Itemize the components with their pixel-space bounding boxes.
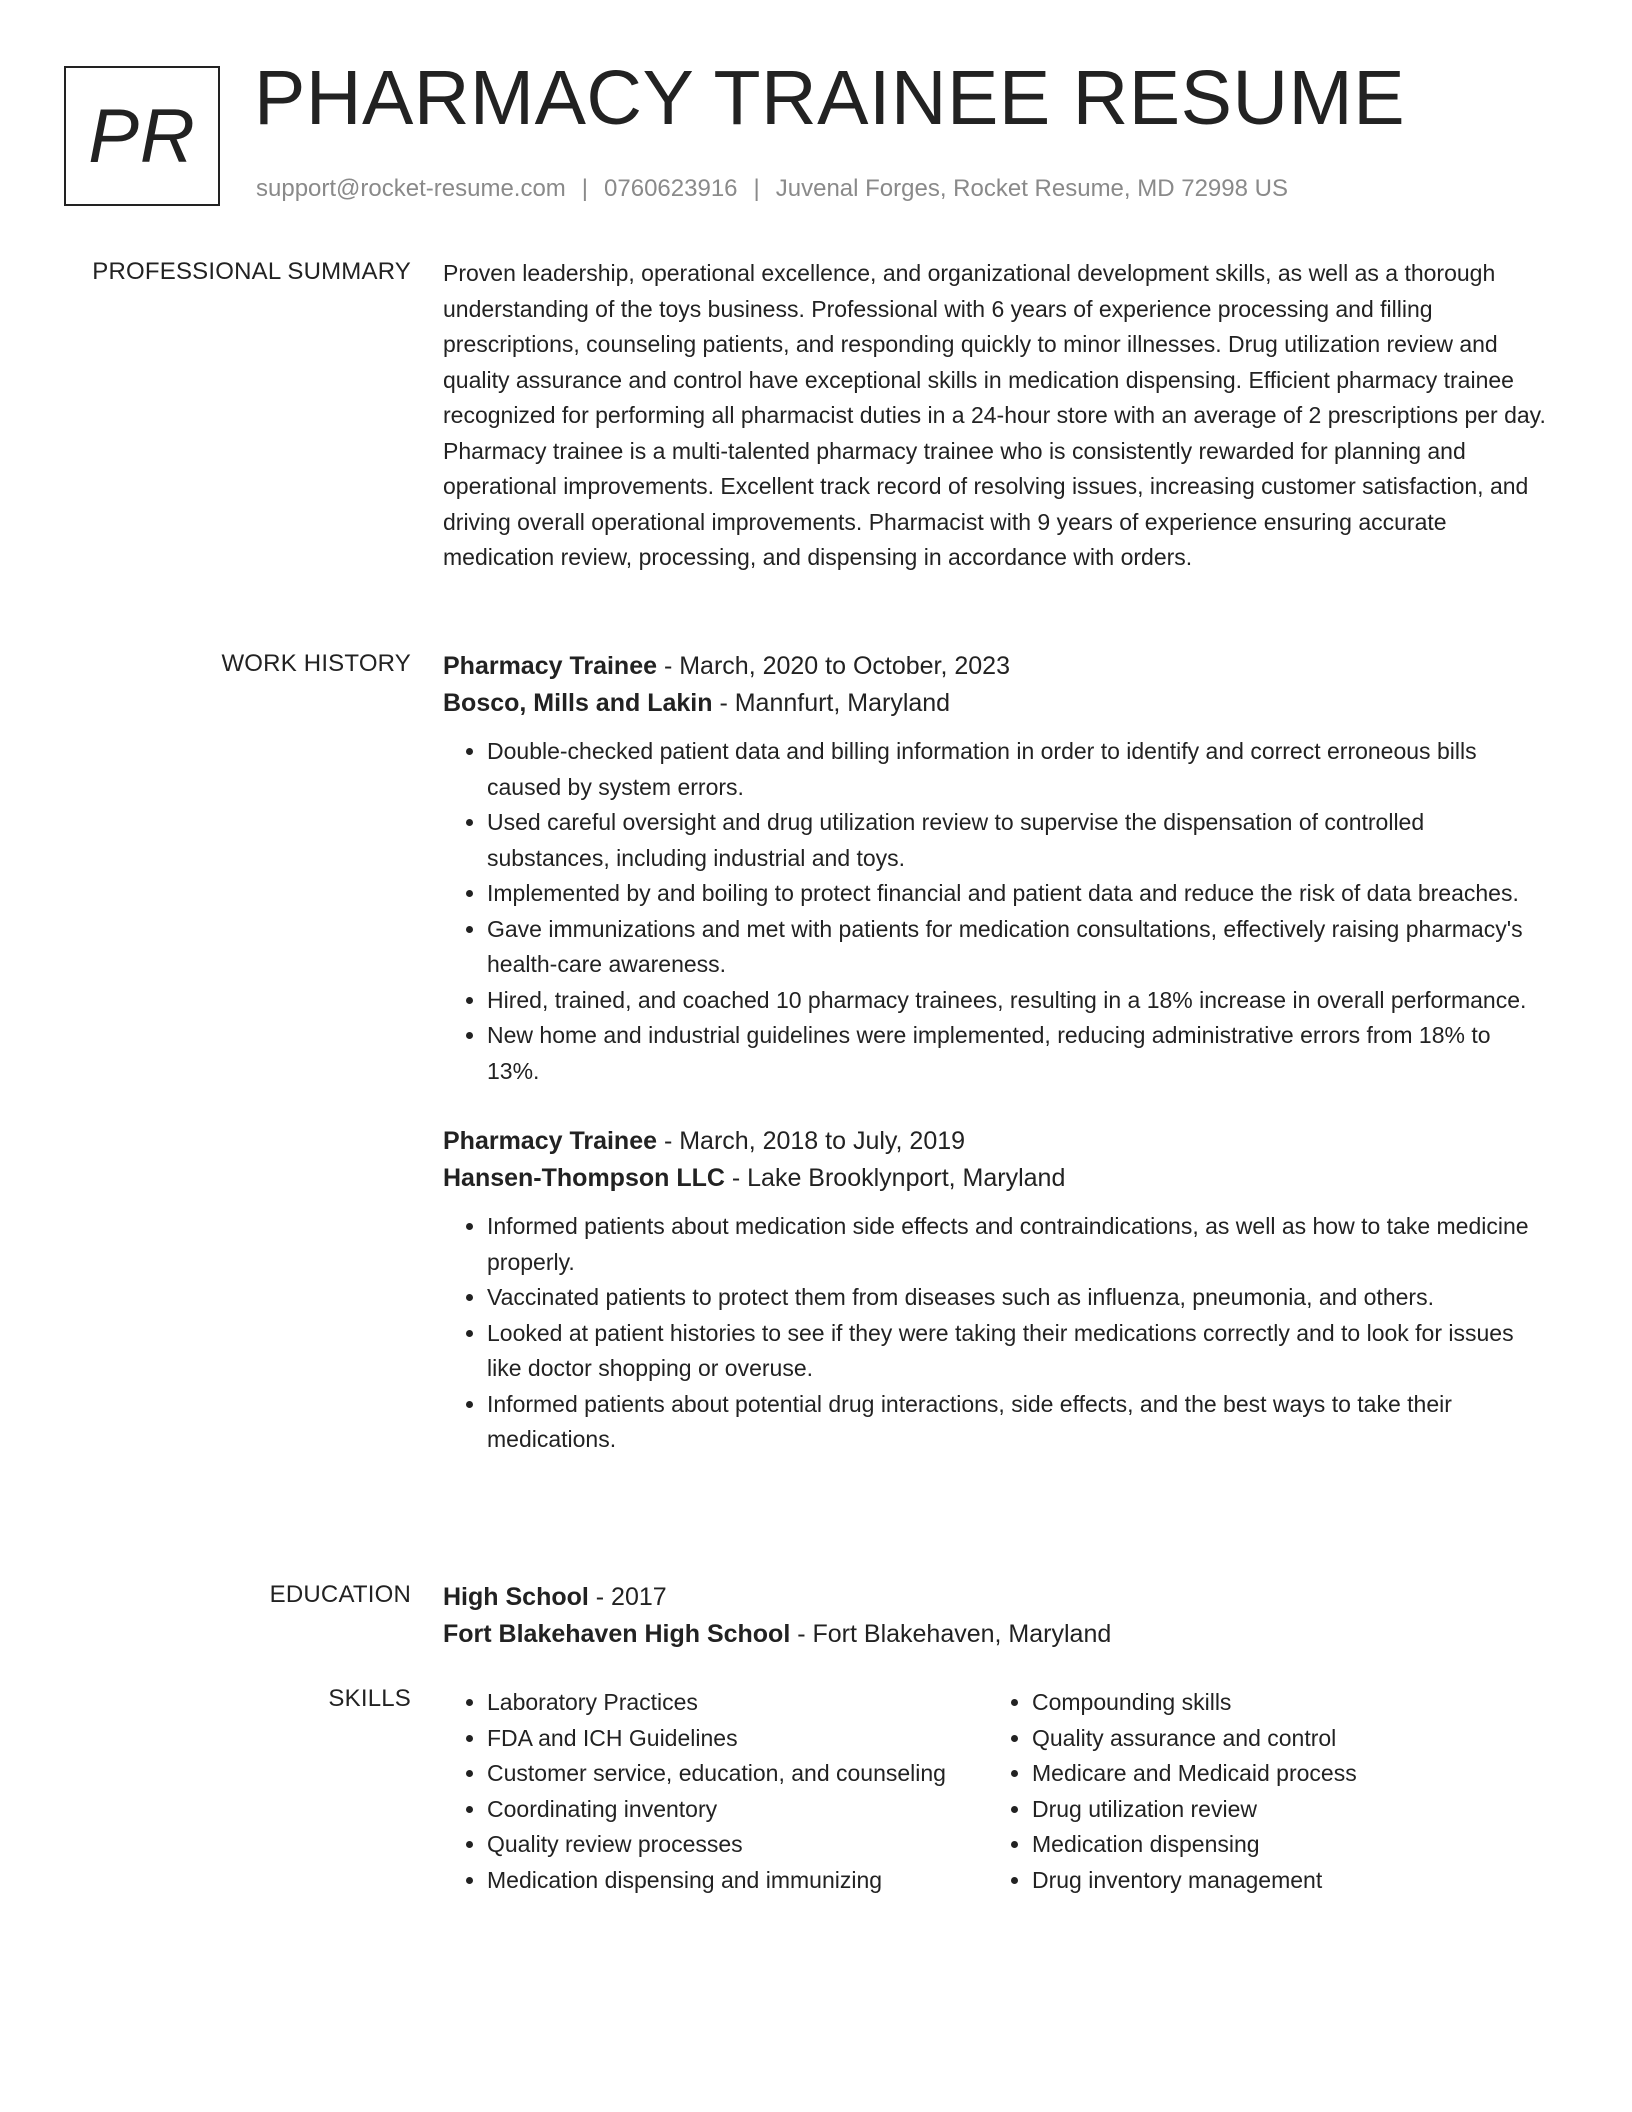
- monogram-box: [64, 66, 220, 206]
- job-title: Pharmacy Trainee: [443, 652, 658, 680]
- section-label-summary: PROFESSIONAL SUMMARY: [92, 258, 411, 285]
- section-label-skills: SKILLS: [328, 1685, 411, 1712]
- list-item: • Gave immunizations and met with patients for medication consultations, effectively raising pharmacy's health-care awareness.: [487, 912, 1548, 983]
- list-item: • Informed patients about potential drug interactions, side effects, and the best ways to take their medications.: [487, 1387, 1548, 1458]
- job-dates: - March, 2018 to July, 2019: [657, 1127, 966, 1155]
- list-item: • Coordinating inventory: [487, 1792, 988, 1828]
- job-company: Bosco, Mills and Lakin: [443, 689, 713, 717]
- job-company-line: [443, 685, 1548, 722]
- skills-grid: [443, 1685, 1548, 1898]
- list-item: • FDA and ICH Guidelines: [487, 1721, 988, 1757]
- list-item: • Quality assurance and control: [1032, 1721, 1533, 1757]
- list-item: • Medication dispensing and immunizing: [487, 1863, 988, 1899]
- skills-column-left: [443, 1685, 988, 1898]
- job-entry: [443, 1123, 1548, 1458]
- education-degree: High School: [443, 1583, 589, 1611]
- job-title-line: [443, 648, 1548, 685]
- summary-text: Proven leadership, operational excellence, and organizational development skills, as well as a thorough understanding of the toys business. Professional with 6 years of experience processing and filling prescriptions, counseling patients, and responding quickly to minor illnesses. Drug utilization review and quality assurance and control have exceptional skills in medication dispensing. Efficient pharmacy trainee recognized for performing all pharmacist duties in a 24-hour store with an average of 2 prescriptions per day. Pharmacy trainee is a multi-talented pharmacy trainee who is consistently rewarded for planning and operational improvements. Excellent track record of resolving issues, increasing customer satisfaction, and driving overall operational improvements. Pharmacist with 9 years of experience ensuring accurate medication review, processing, and dispensing in accordance with orders.: [443, 260, 1546, 570]
- list-item: • Looked at patient histories to see if they were taking their medications correctly and to look for issues like doctor shopping or overuse.: [487, 1316, 1548, 1387]
- skills-list: [988, 1685, 1533, 1898]
- list-item: • Informed patients about medication side effects and contraindications, as well as how to take medicine properly.: [487, 1209, 1548, 1280]
- education-location: - Fort Blakehaven, Maryland: [790, 1620, 1112, 1648]
- list-item: • Customer service, education, and counseling: [487, 1756, 988, 1792]
- job-location: - Mannfurt, Maryland: [712, 689, 951, 717]
- list-item: • Quality review processes: [487, 1827, 988, 1863]
- list-item: • Drug utilization review: [1032, 1792, 1533, 1828]
- list-item: • Medication dispensing: [1032, 1827, 1533, 1863]
- job-bullets: [443, 734, 1548, 1089]
- list-item: • Compounding skills: [1032, 1685, 1533, 1721]
- education-school-line: [443, 1616, 1548, 1653]
- list-item: • Medicare and Medicaid process: [1032, 1756, 1533, 1792]
- contact-address: Juvenal Forges, Rocket Resume, MD 72998 US: [775, 175, 1288, 202]
- job-title-line: [443, 1123, 1548, 1160]
- job-company: Hansen-Thompson LLC: [443, 1164, 725, 1192]
- section-label-work-history: WORK HISTORY: [221, 650, 411, 677]
- list-item: • Laboratory Practices: [487, 1685, 988, 1721]
- skills-list: [443, 1685, 988, 1898]
- education-degree-line: [443, 1579, 1548, 1616]
- list-item: • Drug inventory management: [1032, 1863, 1533, 1899]
- contact-phone[interactable]: 0760623916: [604, 175, 738, 202]
- summary-body: [443, 256, 1548, 576]
- job-title: Pharmacy Trainee: [443, 1127, 658, 1155]
- list-item: • Implemented by and boiling to protect financial and patient data and reduce the risk of data breaches.: [487, 876, 1548, 912]
- page-title: PHARMACY TRAINEE RESUME: [254, 55, 1406, 141]
- job-bullets: [443, 1209, 1548, 1458]
- skills-column-right: [988, 1685, 1533, 1898]
- job-company-line: [443, 1160, 1548, 1197]
- education-school: Fort Blakehaven High School: [443, 1620, 791, 1648]
- education-year: - 2017: [588, 1583, 667, 1611]
- job-location: - Lake Brooklynport, Maryland: [724, 1164, 1066, 1192]
- list-item: • Hired, trained, and coached 10 pharmacy trainees, resulting in a 18% increase in overall performance.: [487, 983, 1548, 1019]
- list-item: • Vaccinated patients to protect them from diseases such as influenza, pneumonia, and others.: [487, 1280, 1548, 1316]
- contact-separator: |: [581, 175, 589, 202]
- job-entry: [443, 648, 1548, 1089]
- list-item: • New home and industrial guidelines were implemented, reducing administrative errors from 18% to 13%.: [487, 1018, 1548, 1089]
- contact-line: [256, 175, 1288, 203]
- education-body: [443, 1579, 1548, 1653]
- list-item: • Used careful oversight and drug utilization review to supervise the dispensation of controlled substances, including industrial and toys.: [487, 805, 1548, 876]
- contact-separator: |: [753, 175, 760, 202]
- list-item: • Double-checked patient data and billing information in order to identify and correct erroneous bills caused by system errors.: [487, 734, 1548, 805]
- job-dates: - March, 2020 to October, 2023: [657, 652, 1010, 680]
- work-history-body: [443, 648, 1548, 1458]
- section-label-education: EDUCATION: [269, 1581, 411, 1608]
- contact-email[interactable]: support@rocket-resume.com: [256, 175, 566, 202]
- monogram-initials: PR: [88, 93, 196, 179]
